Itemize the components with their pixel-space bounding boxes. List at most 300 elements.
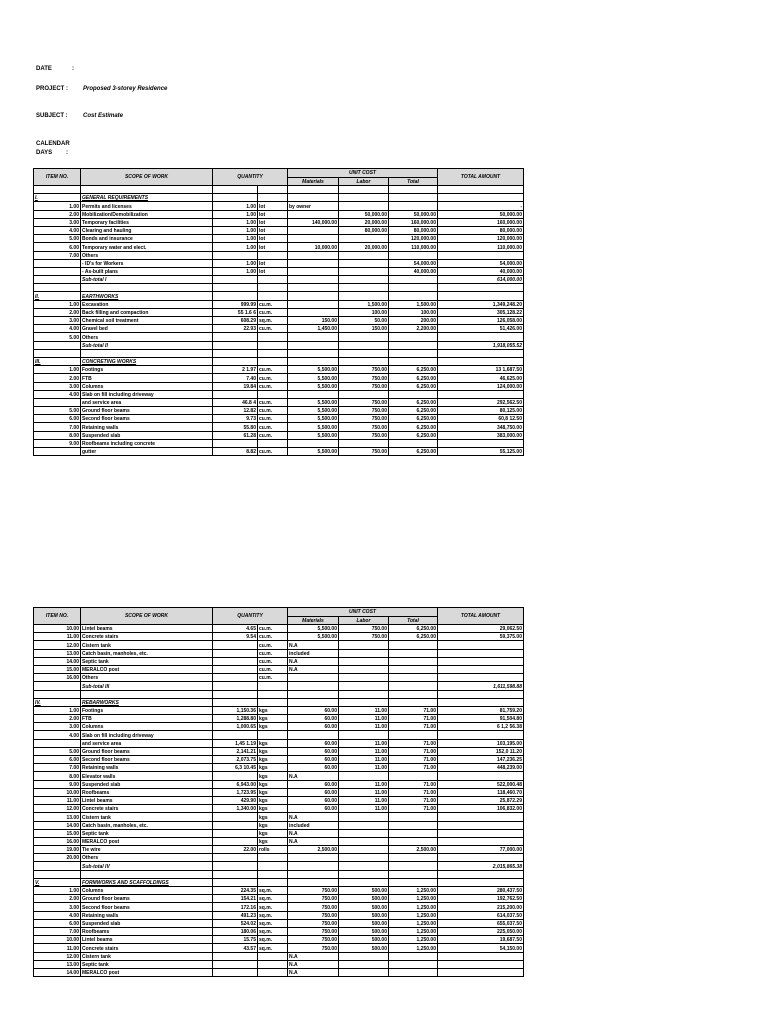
quantity-unit <box>258 333 288 341</box>
materials-cost: 750.00 <box>288 895 339 903</box>
quantity-value <box>213 390 258 398</box>
quantity-unit <box>258 968 288 976</box>
labor-cost: 750.00 <box>339 625 389 633</box>
total-amount: 13 1,687.50 <box>438 366 524 374</box>
scope-of-work: Temporary water and elect. <box>81 243 213 251</box>
materials-cost <box>288 333 339 341</box>
empty-cell <box>288 292 339 300</box>
quantity-unit: kgs <box>258 756 288 764</box>
materials-cost: N.A <box>288 813 339 821</box>
quantity-value: 2 1.97 <box>213 366 258 374</box>
materials-cost: N.A <box>288 641 339 649</box>
empty-cell <box>288 878 339 886</box>
project-line <box>36 86 168 92</box>
item-number: 4.00 <box>34 911 81 919</box>
item-number: 8.00 <box>34 772 81 780</box>
date-label-text: DATE <box>36 66 52 72</box>
quantity-value: 172.16 <box>213 903 258 911</box>
materials-cost: 750.00 <box>288 919 339 927</box>
materials-cost: 5,500.00 <box>288 407 339 415</box>
total-amount <box>438 390 524 398</box>
total-amount: 19,687.50 <box>438 936 524 944</box>
total-unit-cost <box>389 968 438 976</box>
empty-cell <box>389 194 438 202</box>
subtotal-row <box>34 862 524 870</box>
total-amount <box>438 772 524 780</box>
col-materials: Materials <box>288 617 339 625</box>
item-number: 11.00 <box>34 944 81 952</box>
empty-cell <box>81 870 213 878</box>
item-number: 2.00 <box>34 715 81 723</box>
empty-cell <box>258 690 288 698</box>
table-row <box>34 796 524 804</box>
quantity-unit: cu.m. <box>258 674 288 682</box>
quantity-value: 1,000.65 <box>213 723 258 731</box>
quantity-value: 224.35 <box>213 887 258 895</box>
empty-cell <box>34 341 81 349</box>
table-row <box>34 772 524 780</box>
cost-estimate-table-2 <box>33 607 524 977</box>
total-unit-cost <box>389 333 438 341</box>
table-row <box>34 739 524 747</box>
table-row <box>34 625 524 633</box>
quantity-value: 1,723.95 <box>213 788 258 796</box>
table-row <box>34 665 524 673</box>
quantity-unit: cu.m. <box>258 448 288 456</box>
total-unit-cost: 71.00 <box>389 739 438 747</box>
materials-cost <box>288 854 339 862</box>
total-unit-cost: 2,200.00 <box>389 325 438 333</box>
total-amount <box>438 649 524 657</box>
total-unit-cost: 1,250.00 <box>389 936 438 944</box>
scope-of-work: Catch basin, manholes, etc. <box>81 649 213 657</box>
materials-cost: 60.00 <box>288 706 339 714</box>
total-unit-cost: 160,000.00 <box>389 218 438 226</box>
materials-cost: 5,500.00 <box>288 415 339 423</box>
table-row <box>34 674 524 682</box>
empty-cell <box>258 862 288 870</box>
item-number: 12.00 <box>34 805 81 813</box>
empty-cell <box>34 284 81 292</box>
empty-cell <box>339 186 389 194</box>
table-row <box>34 747 524 755</box>
empty-cell <box>258 698 288 706</box>
total-unit-cost: 6,250.00 <box>389 431 438 439</box>
quantity-value: 1.00 <box>213 259 258 267</box>
total-amount: 60,8 12.50 <box>438 415 524 423</box>
item-number: 3.00 <box>34 903 81 911</box>
project-label: PROJECT : <box>36 86 69 92</box>
item-number: 11.00 <box>34 796 81 804</box>
quantity-unit: sq.m. <box>258 944 288 952</box>
quantity-value <box>213 333 258 341</box>
quantity-unit <box>258 960 288 968</box>
materials-cost: 5,500.00 <box>288 374 339 382</box>
labor-cost: 500.00 <box>339 936 389 944</box>
item-number: 6.00 <box>34 919 81 927</box>
quantity-unit: cu.m. <box>258 407 288 415</box>
item-number: 4.00 <box>34 731 81 739</box>
total-unit-cost: 200.00 <box>389 317 438 325</box>
total-amount: 383,000.00 <box>438 431 524 439</box>
materials-cost: 750.00 <box>288 927 339 935</box>
labor-cost: 750.00 <box>339 407 389 415</box>
col-item-no: ITEM NO. <box>34 169 81 186</box>
empty-cell <box>258 284 288 292</box>
quantity-value <box>213 641 258 649</box>
empty-cell <box>438 292 524 300</box>
scope-of-work: Chemical soil treatment <box>81 317 213 325</box>
empty-cell <box>438 878 524 886</box>
quantity-value: 429.90 <box>213 796 258 804</box>
empty-cell <box>288 349 339 357</box>
quantity-unit: cu.m. <box>258 382 288 390</box>
materials-cost: N.A <box>288 968 339 976</box>
total-amount: 292,562.50 <box>438 398 524 406</box>
total-amount: 54,150.00 <box>438 944 524 952</box>
empty-cell <box>339 284 389 292</box>
total-unit-cost: 120,000.00 <box>389 235 438 243</box>
scope-of-work: Septic tank <box>81 829 213 837</box>
table-row <box>34 927 524 935</box>
materials-cost: 5,500.00 <box>288 633 339 641</box>
materials-cost: 1,450.00 <box>288 325 339 333</box>
materials-cost <box>288 439 339 447</box>
section-row <box>34 698 524 706</box>
empty-cell <box>389 862 438 870</box>
quantity-value: 6,943.00 <box>213 780 258 788</box>
quantity-unit: kgs <box>258 715 288 723</box>
table-row <box>34 641 524 649</box>
item-number: 15.00 <box>34 829 81 837</box>
total-unit-cost <box>389 251 438 259</box>
scope-of-work: FTB <box>81 715 213 723</box>
scope-of-work: MERALCO post <box>81 837 213 845</box>
scope-of-work: Ground floor beams <box>81 747 213 755</box>
section-number: V. <box>34 878 81 886</box>
quantity-unit: kgs <box>258 772 288 780</box>
table-row <box>34 218 524 226</box>
quantity-unit: kgs <box>258 837 288 845</box>
total-unit-cost: 1,500.00 <box>389 300 438 308</box>
scope-of-work: Cistern tank <box>81 952 213 960</box>
scope-of-work: and service area <box>81 739 213 747</box>
subtotal-amount: 2,015,865.38 <box>438 862 524 870</box>
empty-cell <box>438 870 524 878</box>
total-amount <box>438 731 524 739</box>
quantity-value <box>213 657 258 665</box>
quantity-value: 46.8 4 <box>213 398 258 406</box>
total-unit-cost <box>389 649 438 657</box>
materials-cost: 60.00 <box>288 715 339 723</box>
total-unit-cost: 71.00 <box>389 715 438 723</box>
quantity-unit: rolls <box>258 846 288 854</box>
total-unit-cost <box>389 960 438 968</box>
labor-cost <box>339 259 389 267</box>
total-unit-cost: 71.00 <box>389 706 438 714</box>
labor-cost: 11.00 <box>339 764 389 772</box>
empty-cell <box>258 186 288 194</box>
item-number: 12.00 <box>34 641 81 649</box>
scope-of-work: - ID's for Workers <box>81 259 213 267</box>
materials-cost: N.A <box>288 837 339 845</box>
total-amount: 40,000.00 <box>438 267 524 275</box>
labor-cost <box>339 731 389 739</box>
total-amount: 280,437.50 <box>438 887 524 895</box>
scope-of-work: Ground floor beams <box>81 407 213 415</box>
empty-cell <box>213 682 258 690</box>
quantity-unit <box>258 731 288 739</box>
quantity-value: 15.75 <box>213 936 258 944</box>
scope-of-work: Lintel beams <box>81 625 213 633</box>
total-amount: 80,125.00 <box>438 407 524 415</box>
quantity-value: 22.93 <box>213 325 258 333</box>
empty-cell <box>339 341 389 349</box>
quantity-unit: kgs <box>258 813 288 821</box>
empty-cell <box>213 194 258 202</box>
total-unit-cost: 6,250.00 <box>389 423 438 431</box>
empty-cell <box>389 284 438 292</box>
blank-row <box>34 284 524 292</box>
total-amount <box>438 665 524 673</box>
materials-cost <box>288 731 339 739</box>
quantity-value: 2,141.21 <box>213 747 258 755</box>
scope-of-work: Others <box>81 674 213 682</box>
quantity-unit: cu.m. <box>258 415 288 423</box>
col-scope: SCOPE OF WORK <box>81 169 213 186</box>
quantity-value: 55.80 <box>213 423 258 431</box>
total-unit-cost: 1,250.00 <box>389 944 438 952</box>
quantity-unit: kgs <box>258 780 288 788</box>
quantity-unit: lot <box>258 210 288 218</box>
total-amount: 348,750.00 <box>438 423 524 431</box>
subtotal-label: Sub-total II <box>81 341 213 349</box>
quantity-value: 9.73 <box>213 415 258 423</box>
materials-cost: included <box>288 821 339 829</box>
empty-cell <box>258 276 288 284</box>
total-amount: 215,200.00 <box>438 903 524 911</box>
table-row <box>34 960 524 968</box>
labor-cost: 750.00 <box>339 415 389 423</box>
total-unit-cost: 71.00 <box>389 723 438 731</box>
item-number: 5.00 <box>34 747 81 755</box>
empty-cell <box>34 870 81 878</box>
empty-cell <box>258 870 288 878</box>
labor-cost: 750.00 <box>339 431 389 439</box>
table-row <box>34 415 524 423</box>
quantity-unit: sq.m. <box>258 317 288 325</box>
total-unit-cost: 1,250.00 <box>389 903 438 911</box>
empty-cell <box>339 349 389 357</box>
table-row <box>34 407 524 415</box>
quantity-value: 1,288.80 <box>213 715 258 723</box>
scope-of-work: Retaining walls <box>81 911 213 919</box>
scope-of-work: Retaining walls <box>81 423 213 431</box>
total-amount: 225,050.00 <box>438 927 524 935</box>
quantity-value <box>213 813 258 821</box>
total-unit-cost: 71.00 <box>389 788 438 796</box>
labor-cost: 750.00 <box>339 633 389 641</box>
total-unit-cost <box>389 665 438 673</box>
total-amount <box>438 821 524 829</box>
empty-cell <box>339 690 389 698</box>
labor-cost: 150.00 <box>339 325 389 333</box>
materials-cost: 5,500.00 <box>288 398 339 406</box>
quantity-unit: kgs <box>258 723 288 731</box>
table-row <box>34 235 524 243</box>
scope-of-work: Permits and licenses <box>81 202 213 210</box>
empty-cell <box>34 862 81 870</box>
scope-of-work: FTB <box>81 374 213 382</box>
empty-cell <box>339 276 389 284</box>
project-value: Proposed 3-storey Residence <box>83 86 168 92</box>
labor-cost: 50,000.00 <box>339 210 389 218</box>
empty-cell <box>213 690 258 698</box>
empty-cell <box>389 349 438 357</box>
materials-cost: 750.00 <box>288 944 339 952</box>
quantity-value: 1,45 1.19 <box>213 739 258 747</box>
quantity-unit: cu.m. <box>258 423 288 431</box>
item-number: 6.00 <box>34 243 81 251</box>
empty-cell <box>288 186 339 194</box>
quantity-value: 1.00 <box>213 202 258 210</box>
scope-of-work: Slab on fill including driveway <box>81 731 213 739</box>
total-amount <box>438 854 524 862</box>
labor-cost: 750.00 <box>339 382 389 390</box>
quantity-unit: kgs <box>258 796 288 804</box>
scope-of-work: Excavation <box>81 300 213 308</box>
quantity-unit: kgs <box>258 805 288 813</box>
col-quantity: QUANTITY <box>213 608 288 625</box>
scope-of-work: Others <box>81 251 213 259</box>
labor-cost <box>339 837 389 845</box>
materials-cost <box>288 259 339 267</box>
blank-row <box>34 690 524 698</box>
total-amount: 29,062.50 <box>438 625 524 633</box>
empty-cell <box>339 862 389 870</box>
total-amount: 46,625.00 <box>438 374 524 382</box>
empty-cell <box>213 870 258 878</box>
item-number: 2.00 <box>34 374 81 382</box>
quantity-value: 180.06 <box>213 927 258 935</box>
item-number: 3.00 <box>34 218 81 226</box>
total-unit-cost: 1,250.00 <box>389 927 438 935</box>
table-row <box>34 259 524 267</box>
materials-cost: 5,500.00 <box>288 448 339 456</box>
blank-row <box>34 870 524 878</box>
labor-cost: 1,500.00 <box>339 300 389 308</box>
labor-cost <box>339 439 389 447</box>
empty-cell <box>81 690 213 698</box>
total-unit-cost <box>389 952 438 960</box>
quantity-value: 1.00 <box>213 267 258 275</box>
labor-cost: 20,000.00 <box>339 218 389 226</box>
scope-of-work: Elevator walls <box>81 772 213 780</box>
section-number: IV. <box>34 698 81 706</box>
labor-cost <box>339 665 389 673</box>
quantity-value: 6,3 10.45 <box>213 764 258 772</box>
table-row <box>34 202 524 210</box>
scope-of-work: Catch basin, manholes, etc. <box>81 821 213 829</box>
item-number: 16.00 <box>34 837 81 845</box>
total-amount <box>438 674 524 682</box>
total-unit-cost: 50,000.00 <box>389 210 438 218</box>
labor-cost: 11.00 <box>339 796 389 804</box>
table-row <box>34 715 524 723</box>
table-row <box>34 633 524 641</box>
total-amount: 1,349,248.20 <box>438 300 524 308</box>
materials-cost: N.A <box>288 960 339 968</box>
scope-of-work: Ground floor beams <box>81 895 213 903</box>
table-row <box>34 398 524 406</box>
quantity-unit: kgs <box>258 706 288 714</box>
labor-cost: 100.00 <box>339 308 389 316</box>
subtotal-row <box>34 682 524 690</box>
scope-of-work: Slab on fill including driveway <box>81 390 213 398</box>
total-unit-cost: 71.00 <box>389 780 438 788</box>
col-total-amount: TOTAL AMOUNT <box>438 608 524 625</box>
quantity-unit: cu.m. <box>258 308 288 316</box>
empty-cell <box>34 186 81 194</box>
quantity-unit: lot <box>258 202 288 210</box>
table-row <box>34 317 524 325</box>
total-amount: 51,426.00 <box>438 325 524 333</box>
section-number: III. <box>34 357 81 365</box>
total-amount: 152,0 11.20 <box>438 747 524 755</box>
table-header-row <box>34 608 524 617</box>
empty-cell <box>288 357 339 365</box>
empty-cell <box>213 292 258 300</box>
materials-cost: 10,000.00 <box>288 243 339 251</box>
quantity-unit: kgs <box>258 829 288 837</box>
subtotal-amount: 614,000.00 <box>438 276 524 284</box>
total-unit-cost: 6,250.00 <box>389 448 438 456</box>
total-amount <box>438 960 524 968</box>
empty-cell <box>34 690 81 698</box>
table-row <box>34 944 524 952</box>
labor-cost: 750.00 <box>339 366 389 374</box>
labor-cost: 11.00 <box>339 715 389 723</box>
total-amount: 655,037.50 <box>438 919 524 927</box>
labor-cost: 500.00 <box>339 919 389 927</box>
subtotal-amount: 1,918,055.52 <box>438 341 524 349</box>
empty-cell <box>339 698 389 706</box>
section-row <box>34 292 524 300</box>
labor-cost <box>339 854 389 862</box>
labor-cost: 500.00 <box>339 887 389 895</box>
quantity-unit: lot <box>258 235 288 243</box>
empty-cell <box>389 276 438 284</box>
materials-cost: 5,500.00 <box>288 431 339 439</box>
cost-estimate-table-1 <box>33 168 524 456</box>
labor-cost <box>339 235 389 243</box>
item-number: 19.00 <box>34 846 81 854</box>
col-total-amount: TOTAL AMOUNT <box>438 169 524 186</box>
total-amount: 305,128.22 <box>438 308 524 316</box>
materials-cost: 2,500.00 <box>288 846 339 854</box>
labor-cost <box>339 333 389 341</box>
scope-of-work: Suspended slab <box>81 431 213 439</box>
quantity-unit: cu.m. <box>258 649 288 657</box>
quantity-unit: lot <box>258 226 288 234</box>
subtotal-row <box>34 276 524 284</box>
item-number: 9.00 <box>34 439 81 447</box>
table-row <box>34 854 524 862</box>
item-number: 1.00 <box>34 366 81 374</box>
total-amount: 103,195.00 <box>438 739 524 747</box>
empty-cell <box>258 194 288 202</box>
total-unit-cost: 6,250.00 <box>389 633 438 641</box>
